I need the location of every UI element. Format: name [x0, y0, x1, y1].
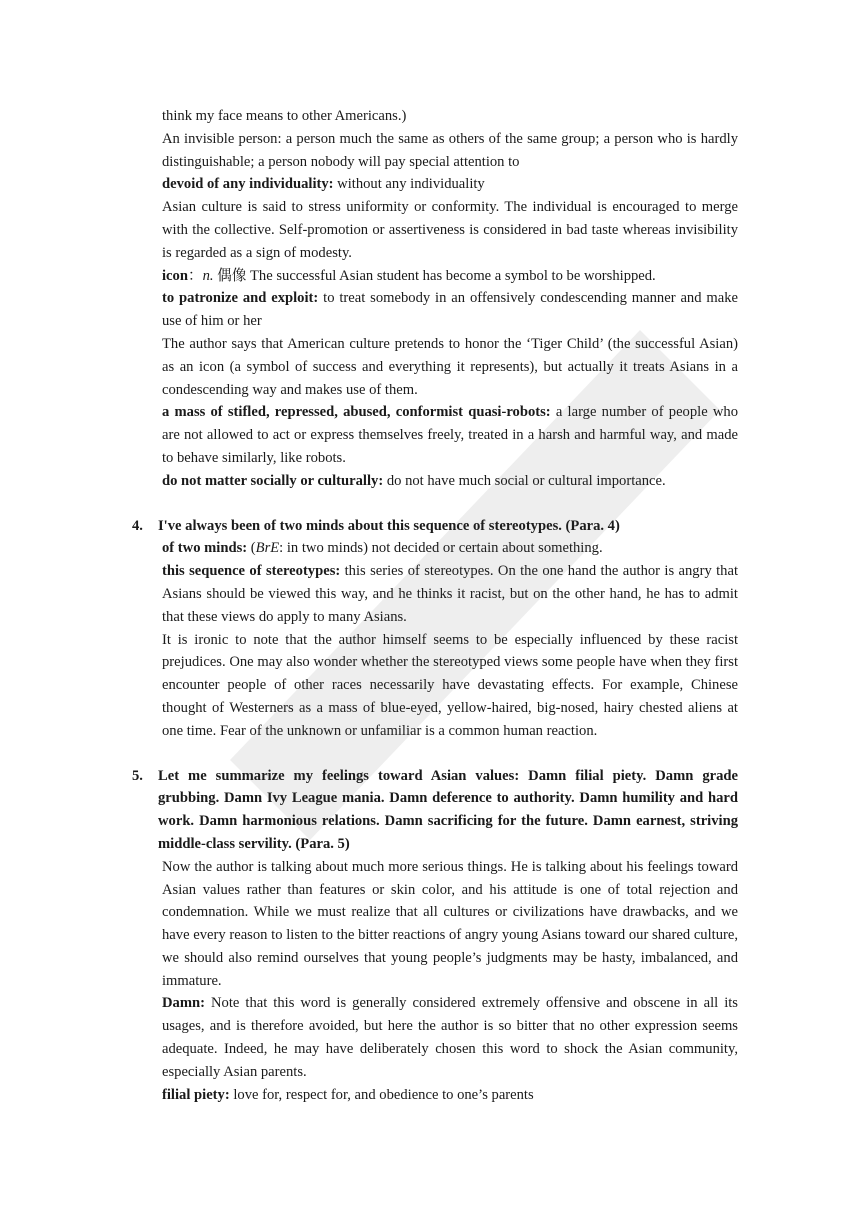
text-line: think my face means to other Americans.) [162, 108, 407, 124]
term: icon [162, 267, 188, 284]
definition-quasi-robots [162, 401, 738, 469]
chinese-gloss: 偶像 [213, 267, 247, 284]
definition-do-not-matter [162, 470, 738, 493]
definition: The successful Asian student has become a symbol to be worshipped. [246, 267, 656, 284]
definition-icon [162, 265, 738, 288]
definition: to treat somebody in an offensively condescending manner and make use of him or her [162, 290, 739, 330]
definition-invisible-person: An invisible person: a person much the same as others of the same group; a person who is hardly distinguishable; a person nobody will pay special attention to [162, 130, 738, 170]
numbered-item-4 [132, 515, 738, 538]
term: Damn: [162, 995, 205, 1012]
definition-patronize-exploit [162, 287, 738, 333]
definition: without any individuality [333, 176, 485, 193]
paragraph-ironic: It is ironic to note that the author himself seems to be especially influenced by these racist prejudices. One may also wonder whether the stereotyped views some people have when they first encounter people of other races necessarily have devastating effects. For example, Chinese thought of Westerners as a mass of blue-eyed, yellow-haired, big-nosed, hairy chested aliens at one time. Fear of the unknown or unfamiliar is a common human reaction. [162, 631, 738, 739]
item-heading: Let me summarize my feelings toward Asian values: Damn filial piety. Damn grade grubbing. Damn Ivy League mania. Damn deference to authority. Damn humility and hard work. Damn harmonious relations. Damn sacrificing for the future. Damn earnest, striving middle-class servility. (Para. 5) [158, 767, 738, 852]
item-heading: I've always been of two minds about this sequence of stereotypes. (Para. 4) [158, 517, 620, 534]
definition: Note that this word is generally considered extremely offensive and obscene in all its usages, and is therefore avoided, but here the author is so bitter that no other expression seems adequate. Indeed, he may have deliberately chosen this word to shock the Asian community, especially Asian parents. [162, 995, 738, 1080]
definition: love for, respect for, and obedience to one’s parents [229, 1086, 534, 1103]
term: filial piety: [162, 1086, 230, 1103]
term: devoid of any individuality: [162, 176, 334, 193]
definition-sequence-of-stereotypes [162, 560, 738, 628]
definition-two-minds [162, 537, 738, 560]
paren: ( [247, 540, 256, 557]
region-label: BrE [255, 540, 280, 557]
definition-filial-piety [162, 1084, 738, 1107]
term: do not matter socially or culturally: [162, 472, 384, 489]
term: a mass of stifled, repressed, abused, conformist quasi-robots: [162, 404, 551, 421]
paragraph-serious-things: Now the author is talking about much more serious things. He is talking about his feelings toward Asian values rather than features or skin color, and his attitude is one of total rejection and condemnation. While we must realize that all cultures or civilizations have drawbacks, and we have every reason to listen to the bitter reactions of angry young Asians toward our shared culture, we should also remind ourselves that young people’s judgments may be hasty, imbalanced, and immature. [162, 858, 738, 989]
fullwidth-colon: ： [187, 267, 203, 284]
item-number: 5. [132, 767, 143, 784]
paragraph-asian-culture: Asian culture is said to stress uniformity or conformity. The individual is encouraged to merge with the collective. Self-promotion or assertiveness is considered in bad taste whereas invisibility is regarded as a sign of modesty. [162, 199, 738, 261]
term: to patronize and exploit: [162, 290, 319, 307]
definition: do not have much social or cultural importance. [383, 472, 666, 489]
definition-devoid-of-individuality [162, 173, 738, 196]
definition: a large number of people who are not allowed to act or express themselves freely, treated in a harsh and harmful way, and made to behave similarly, like robots. [162, 404, 738, 466]
definition: : in two minds) not decided or certain about something. [279, 540, 603, 557]
item-number: 4. [132, 517, 143, 534]
page-content [132, 105, 739, 1106]
paragraph-tiger-child: The author says that American culture pretends to honor the ‘Tiger Child’ (the successful Asian) as an icon (a symbol of success and everything it represents), but actually it treats Asians in a condescending way and makes use of them. [162, 335, 738, 398]
term: of two minds: [162, 540, 248, 557]
definition-damn [162, 992, 738, 1083]
numbered-item-5 [132, 765, 738, 856]
definition: this series of stereotypes. On the one hand the author is angry that Asians should be viewed this way, and he thinks it racist, but on the other hand, he has to admit that these views do apply to many Asians. [162, 563, 739, 625]
term: this sequence of stereotypes: [162, 563, 341, 580]
part-of-speech: n. [202, 267, 214, 284]
